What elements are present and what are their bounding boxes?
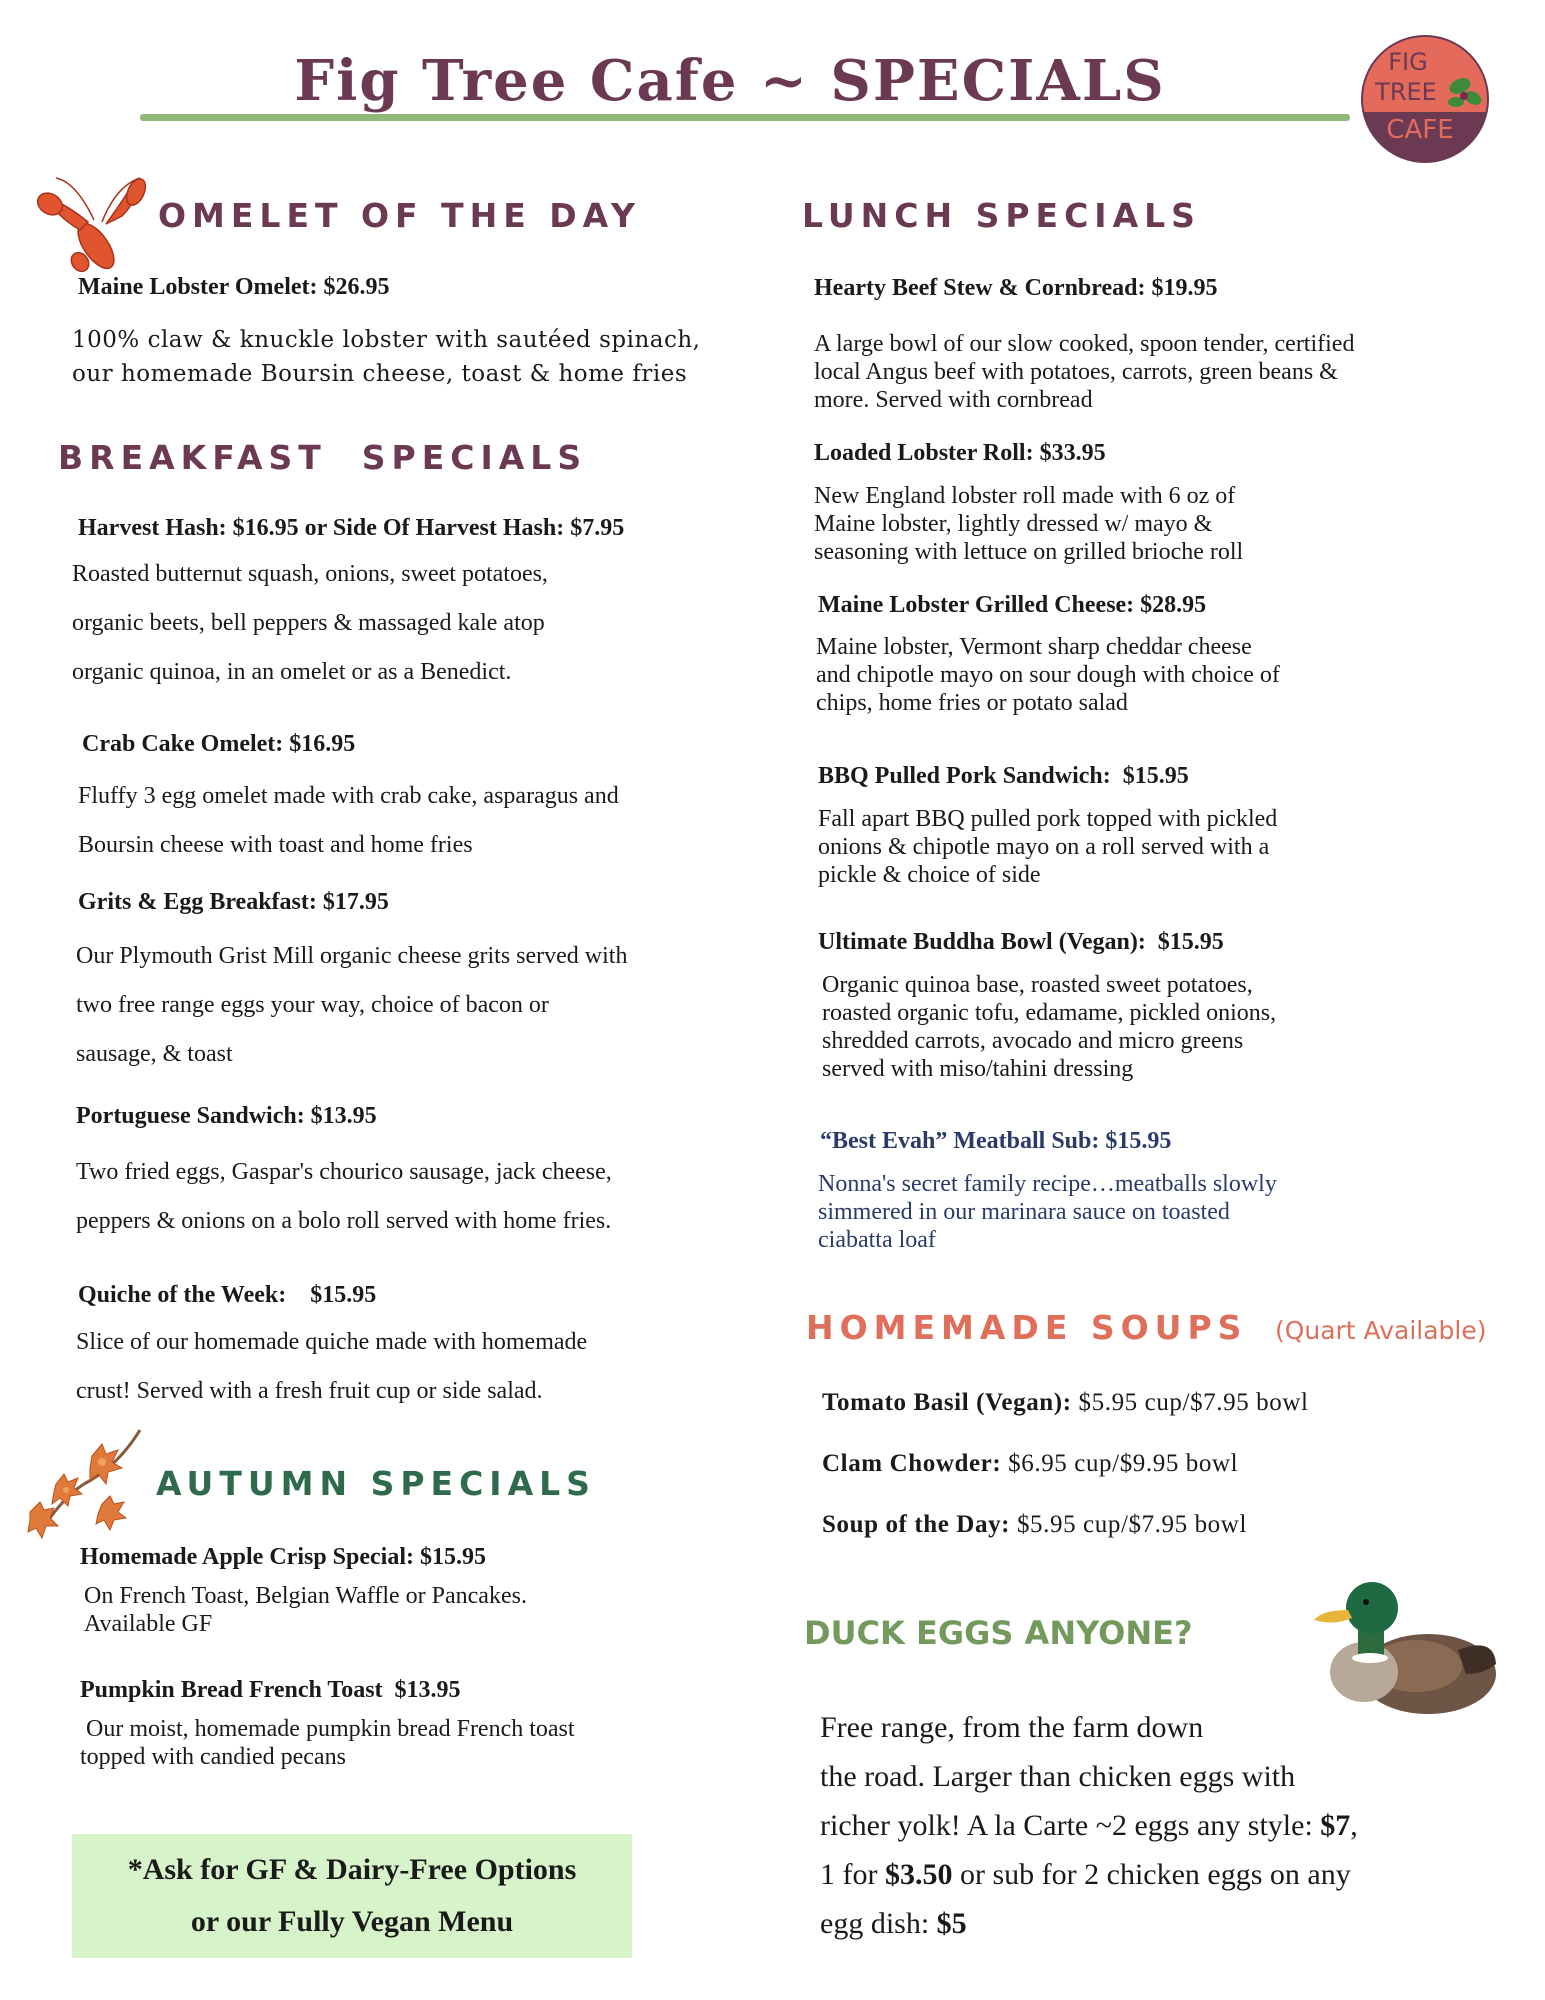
soups-heading-text: HOMEMADE SOUPS <box>806 1308 1248 1347</box>
page-title: Fig Tree Cafe ~ SPECIALS <box>294 48 1166 114</box>
autumn-heading: AUTUMN SPECIALS <box>156 1464 596 1503</box>
breakfast-item-desc <box>76 1148 612 1246</box>
desc-line: Maine lobster, lightly dressed w/ mayo & <box>814 511 1213 537</box>
autumn-item-desc <box>84 1582 527 1638</box>
desc-text: egg dish: <box>820 1907 937 1940</box>
price-one-egg: $3.50 <box>884 1858 953 1891</box>
desc-line: New England lobster roll made with 6 oz of <box>814 483 1236 509</box>
omelet-item-title: Maine Lobster Omelet: $26.95 <box>78 274 390 300</box>
fig-tree-cafe-logo <box>1360 34 1490 164</box>
lunch-item-title: Hearty Beef Stew & Cornbread: $19.95 <box>814 275 1218 301</box>
duck-eggs-heading: DUCK EGGS ANYONE? <box>804 1614 1193 1652</box>
logo-text-tree: TREE <box>1375 78 1437 106</box>
desc-line: pickle & choice of side <box>818 862 1041 888</box>
lobster-icon <box>36 176 146 276</box>
desc-text: , <box>1350 1809 1358 1842</box>
quart-available-note: (Quart Available) <box>1274 1316 1487 1345</box>
desc-line: Maine lobster, Vermont sharp cheddar cheese <box>816 634 1252 660</box>
breakfast-item-title: Harvest Hash: $16.95 or Side Of Harvest Hash: $7.95 <box>78 515 625 541</box>
desc-line: Free range, from the farm down <box>820 1711 1204 1744</box>
desc-line: chips, home fries or potato salad <box>816 690 1128 716</box>
desc-line: Nonna's secret family recipe…meatballs slowly <box>818 1171 1277 1197</box>
logo-text-cafe: CAFE <box>1386 115 1454 145</box>
desc-line: On French Toast, Belgian Waffle or Pancakes. <box>84 1583 527 1609</box>
desc-line: onions & chipotle mayo on a roll served with a <box>818 834 1270 860</box>
price-two-eggs: $7 <box>1320 1809 1351 1842</box>
gf-note-line: *Ask for GF & Dairy-Free Options <box>127 1853 577 1886</box>
desc-line: our homemade Boursin cheese, toast & home fries <box>72 361 688 387</box>
desc-line: simmered in our marinara sauce on toasted <box>818 1199 1230 1225</box>
desc-line: Our Plymouth Grist Mill organic cheese grits served with <box>76 943 628 969</box>
soup-price: $5.95 cup/$7.95 bowl <box>1071 1389 1309 1416</box>
duck-eggs-desc <box>820 1703 1358 1948</box>
breakfast-item-desc <box>76 932 627 1079</box>
desc-line: Our moist, homemade pumpkin bread French toast <box>86 1716 575 1742</box>
breakfast-heading: BREAKFAST SPECIALS <box>58 438 588 477</box>
breakfast-item-title: Grits & Egg Breakfast: $17.95 <box>78 889 389 915</box>
autumn-item-title: Homemade Apple Crisp Special: $15.95 <box>80 1544 486 1570</box>
price-sub: $5 <box>936 1907 967 1940</box>
logo-text-fig: FIG <box>1388 48 1428 76</box>
autumn-leaves-icon <box>22 1426 146 1544</box>
lunch-item-title: BBQ Pulled Pork Sandwich: $15.95 <box>818 763 1189 789</box>
breakfast-item-title: Crab Cake Omelet: $16.95 <box>82 731 356 757</box>
autumn-item-title: Pumpkin Bread French Toast $13.95 <box>80 1677 461 1703</box>
lunch-item-title: “Best Evah” Meatball Sub: $15.95 <box>820 1128 1172 1154</box>
lunch-item-desc <box>818 1170 1277 1254</box>
lunch-heading: LUNCH SPECIALS <box>802 196 1201 235</box>
desc-line: Two fried eggs, Gaspar's chourico sausage, jack cheese, <box>76 1159 612 1185</box>
desc-text: richer yolk! A la Carte ~2 eggs any style: <box>820 1809 1321 1842</box>
desc-line: two free range eggs your way, choice of bacon or <box>76 992 549 1018</box>
lunch-item-desc <box>822 971 1276 1083</box>
desc-line: peppers & onions on a bolo roll served with home fries. <box>76 1208 612 1234</box>
desc-line: and chipotle mayo on sour dough with choice of <box>816 662 1280 688</box>
desc-line: served with miso/tahini dressing <box>822 1056 1134 1082</box>
desc-line: ciabatta loaf <box>818 1227 936 1253</box>
desc-line: crust! Served with a fresh fruit cup or side salad. <box>76 1378 543 1404</box>
soup-price: $5.95 cup/$7.95 bowl <box>1010 1511 1247 1538</box>
soup-item <box>822 1511 1247 1539</box>
breakfast-item-title: Portuguese Sandwich: $13.95 <box>76 1103 377 1129</box>
lunch-item-desc <box>814 330 1354 414</box>
desc-line <box>820 1801 1358 1850</box>
omelet-item-desc <box>72 323 701 391</box>
desc-line: Roasted butternut squash, onions, sweet potatoes, <box>72 561 548 587</box>
desc-line: the road. Larger than chicken eggs with <box>820 1760 1296 1793</box>
breakfast-item-title: Quiche of the Week: $15.95 <box>78 1282 377 1308</box>
lunch-item-desc <box>814 482 1243 566</box>
desc-line <box>820 1899 1358 1948</box>
soup-item <box>822 1389 1309 1417</box>
lunch-item-title: Maine Lobster Grilled Cheese: $28.95 <box>818 592 1207 618</box>
desc-line: more. Served with cornbread <box>814 387 1093 413</box>
soup-item <box>822 1450 1238 1478</box>
desc-line: shredded carrots, avocado and micro greens <box>822 1028 1244 1054</box>
desc-line: local Angus beef with potatoes, carrots, green beans & <box>814 359 1338 385</box>
omelet-heading: OMELET OF THE DAY <box>158 196 641 235</box>
breakfast-item-desc <box>72 550 548 697</box>
soup-name: Tomato Basil (Vegan): <box>822 1389 1072 1416</box>
gf-dairy-free-note <box>72 1834 632 1958</box>
autumn-item-desc <box>80 1715 575 1771</box>
soups-heading <box>806 1308 1486 1347</box>
desc-text: 1 for <box>820 1858 885 1891</box>
soup-name: Soup of the Day: <box>822 1511 1011 1538</box>
desc-line: 100% claw & knuckle lobster with sautéed spinach, <box>72 327 701 353</box>
breakfast-item-desc <box>76 1318 587 1416</box>
desc-line: Fall apart BBQ pulled pork topped with pickled <box>818 806 1278 832</box>
desc-line: roasted organic tofu, edamame, pickled onions, <box>822 1000 1277 1026</box>
lunch-item-title: Ultimate Buddha Bowl (Vegan): $15.95 <box>818 929 1224 955</box>
desc-line: Fluffy 3 egg omelet made with crab cake, asparagus and <box>78 783 619 809</box>
desc-line: topped with candied pecans <box>80 1744 346 1770</box>
desc-line: seasoning with lettuce on grilled brioche roll <box>814 539 1244 565</box>
desc-line: organic beets, bell peppers & massaged kale atop <box>72 610 545 636</box>
soup-price: $6.95 cup/$9.95 bowl <box>1001 1450 1239 1477</box>
desc-line: organic quinoa, in an omelet or as a Benedict. <box>72 659 512 685</box>
desc-line <box>820 1850 1358 1899</box>
breakfast-item-desc <box>78 772 619 870</box>
desc-line: Slice of our homemade quiche made with homemade <box>76 1329 588 1355</box>
desc-line: Boursin cheese with toast and home fries <box>78 832 473 858</box>
desc-line: A large bowl of our slow cooked, spoon tender, certified <box>814 331 1355 357</box>
desc-line: Available GF <box>84 1611 213 1637</box>
lunch-item-title: Loaded Lobster Roll: $33.95 <box>814 440 1106 466</box>
desc-text: or sub for 2 chicken eggs on any <box>952 1858 1351 1891</box>
gf-note-line: or our Fully Vegan Menu <box>190 1905 514 1938</box>
desc-line: Organic quinoa base, roasted sweet potatoes, <box>822 972 1253 998</box>
desc-line: sausage, & toast <box>76 1041 233 1067</box>
title-divider <box>140 114 1350 121</box>
duck-icon <box>1308 1570 1498 1720</box>
lunch-item-desc <box>816 633 1280 717</box>
soup-name: Clam Chowder: <box>822 1450 1002 1477</box>
lunch-item-desc <box>818 805 1277 889</box>
